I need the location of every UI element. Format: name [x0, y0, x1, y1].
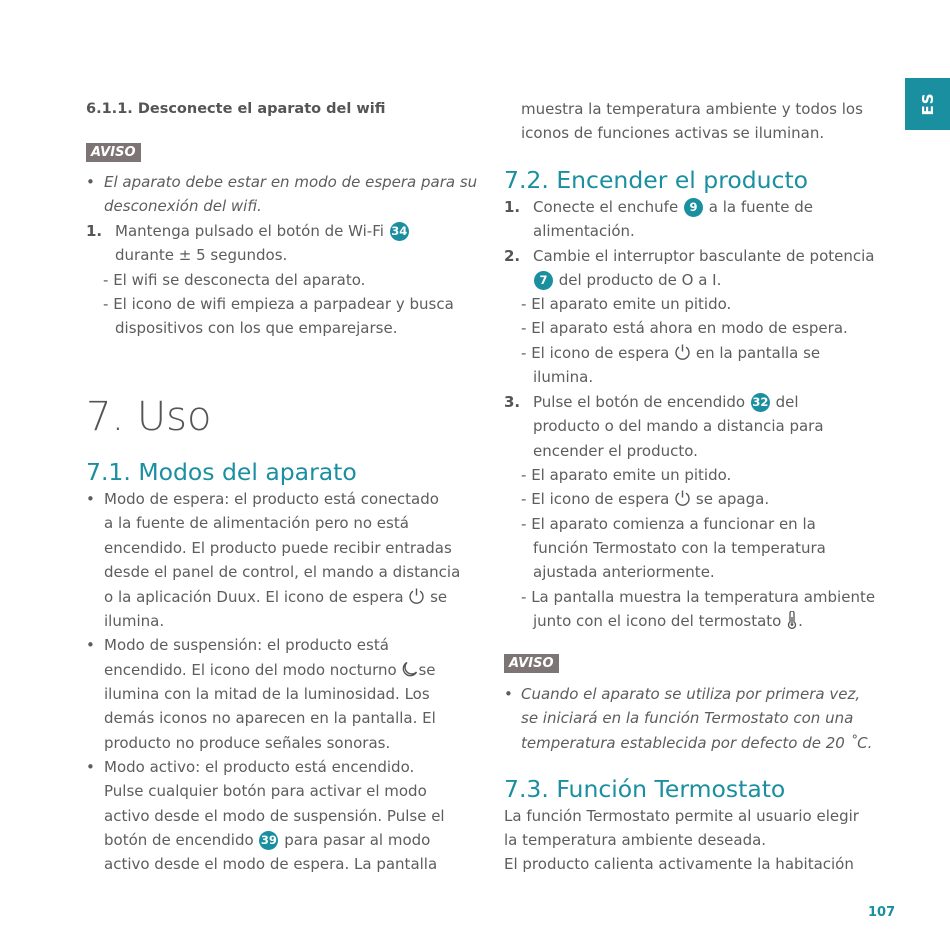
standby-icon	[408, 588, 425, 605]
notice-text: temperatura establecida por defecto de 20 ˚C.	[521, 734, 873, 752]
mode-text: demás iconos no aparecen en la pantalla. El	[104, 709, 436, 727]
bullet: •	[86, 173, 95, 191]
result-item: - El aparato comienza a funcionar en la	[521, 515, 816, 533]
step-text	[115, 219, 410, 243]
body-text: La función Termostato permite al usuario elegir	[504, 807, 859, 825]
body-text: El producto calienta activamente la habitación	[504, 855, 854, 873]
result-text: La pantalla muestra la temperatura ambiente	[531, 588, 876, 606]
mode-text: Pulse cualquier botón para activar el modo	[104, 782, 427, 800]
step-number: 1.	[86, 222, 103, 240]
mode-text-part: botón de encendido	[104, 831, 254, 849]
mode-text: Modo de suspensión: el producto está	[104, 636, 389, 654]
step-text	[533, 268, 721, 292]
mode-text: activo desde el modo de espera. La pantalla	[104, 855, 438, 873]
result-item: - El aparato emite un pitido.	[521, 295, 732, 313]
result-text: en la pantalla se	[695, 344, 821, 362]
notice-text: se iniciará en la función Termostato con una	[521, 709, 854, 727]
subsection-heading: 6.1.1. Desconecte el aparato del wifi	[86, 101, 386, 117]
step-text-part: Conecte el enchufe	[533, 198, 679, 216]
result-item: - El wifi se desconecta del aparato.	[103, 271, 366, 289]
part-number-badge: 7	[534, 271, 553, 290]
step-text	[533, 390, 799, 414]
mode-text-part: o la aplicación Duux. El icono de espera	[104, 588, 404, 606]
result-text-part: junto con el icono del termostato	[533, 612, 782, 630]
notice-text: Cuando el aparato se utiliza por primera vez,	[521, 685, 861, 703]
thermostat-icon	[786, 611, 798, 629]
mode-text: a la fuente de alimentación pero no está	[104, 514, 409, 532]
part-number-badge: 32	[751, 393, 770, 412]
section-heading: 7.2. Encender el producto	[504, 166, 809, 194]
result-text: se apaga.	[695, 490, 770, 508]
result-item: - La pantalla muestra la temperatura ambiente	[521, 588, 876, 606]
result-item: - El aparato emite un pitido.	[521, 466, 732, 484]
mode-text-part: para pasar al modo	[284, 831, 431, 849]
part-number-badge: 9	[684, 198, 703, 217]
section-heading: 7.1. Modos del aparato	[86, 458, 357, 486]
step-text-part: Pulse el botón de encendido	[533, 393, 746, 411]
mode-text-part: se	[430, 588, 448, 606]
mode-text-part: se	[418, 661, 436, 679]
result-text: El aparato comienza a funcionar en la	[531, 515, 816, 533]
notice-label: AVISO	[86, 143, 141, 162]
step-text: producto o del mando a distancia para	[533, 417, 824, 435]
step-text-part: a la fuente de	[708, 198, 813, 216]
cont-text: iconos de funciones activas se iluminan.	[521, 124, 825, 142]
result-text-part: .	[798, 612, 803, 630]
mode-text: Modo activo: el producto está encendido.	[104, 758, 415, 776]
result-text: ilumina.	[533, 368, 594, 386]
result-item: - El icono de espera se apaga.	[521, 490, 770, 508]
body-text: la temperatura ambiente deseada.	[504, 831, 767, 849]
result-text: ajustada anteriormente.	[533, 563, 715, 581]
step-number: 2.	[504, 247, 521, 265]
mode-text: encendido. El producto puede recibir entradas	[104, 539, 452, 557]
step-text-part: Mantenga pulsado el botón de Wi-Fi	[115, 222, 384, 240]
result-text: función Termostato con la temperatura	[533, 539, 826, 557]
result-text: dispositivos con los que emparejarse.	[115, 319, 398, 337]
mode-text: ilumina.	[104, 612, 165, 630]
result-text	[533, 609, 803, 633]
part-number-badge: 34	[390, 222, 409, 241]
result-text: El aparato está ahora en modo de espera.	[531, 319, 848, 337]
mode-text: Modo de espera: el producto está conectado	[104, 490, 439, 508]
language-label: ES	[918, 92, 937, 116]
night-mode-icon	[401, 661, 418, 678]
result-item: - El aparato está ahora en modo de espera.	[521, 319, 848, 337]
bullet: •	[86, 758, 95, 776]
step-text: Cambie el interruptor basculante de potencia	[533, 247, 875, 265]
result-text: El wifi se desconecta del aparato.	[113, 271, 366, 289]
language-tab	[905, 78, 950, 130]
result-item: - El icono de wifi empieza a parpadear y busca	[103, 295, 454, 313]
notice-text: El aparato debe estar en modo de espera para su	[104, 173, 478, 191]
result-text: El icono de wifi empieza a parpadear y busca	[113, 295, 454, 313]
chapter-title: 7. Uso	[86, 394, 212, 440]
page-number: 107	[868, 905, 896, 920]
bullet: •	[504, 685, 513, 703]
notice-label: AVISO	[504, 654, 559, 673]
step-text-part: del	[775, 393, 799, 411]
step-text: durante ± 5 segundos.	[115, 246, 288, 264]
mode-text	[104, 585, 447, 609]
notice-text: desconexión del wifi.	[104, 197, 262, 215]
mode-text: desde el panel de control, el mando a distancia	[104, 563, 461, 581]
result-item: - El icono de espera en la pantalla se	[521, 344, 821, 362]
section-heading: 7.3. Función Termostato	[504, 775, 786, 803]
step-text: encender el producto.	[533, 442, 698, 460]
step-text: alimentación.	[533, 222, 635, 240]
step-text-part: del producto de O a I.	[558, 271, 722, 289]
mode-text	[104, 658, 436, 682]
step-number: 1.	[504, 198, 521, 216]
standby-icon	[674, 490, 691, 507]
result-text: El icono de espera	[531, 490, 670, 508]
result-text: El aparato emite un pitido.	[531, 466, 732, 484]
standby-icon	[674, 344, 691, 361]
cont-text: muestra la temperatura ambiente y todos los	[521, 100, 863, 118]
mode-text: ilumina con la mitad de la luminosidad. Los	[104, 685, 430, 703]
step-text	[533, 195, 813, 219]
mode-text: producto no produce señales sonoras.	[104, 734, 391, 752]
bullet: •	[86, 490, 95, 508]
result-text: El aparato emite un pitido.	[531, 295, 732, 313]
mode-text-part: encendido. El icono del modo nocturno	[104, 661, 397, 679]
part-number-badge: 39	[259, 831, 278, 850]
mode-text	[104, 828, 430, 852]
mode-text: activo desde el modo de suspensión. Pulse el	[104, 807, 445, 825]
result-text: El icono de espera	[531, 344, 670, 362]
step-number: 3.	[504, 393, 521, 411]
bullet: •	[86, 636, 95, 654]
